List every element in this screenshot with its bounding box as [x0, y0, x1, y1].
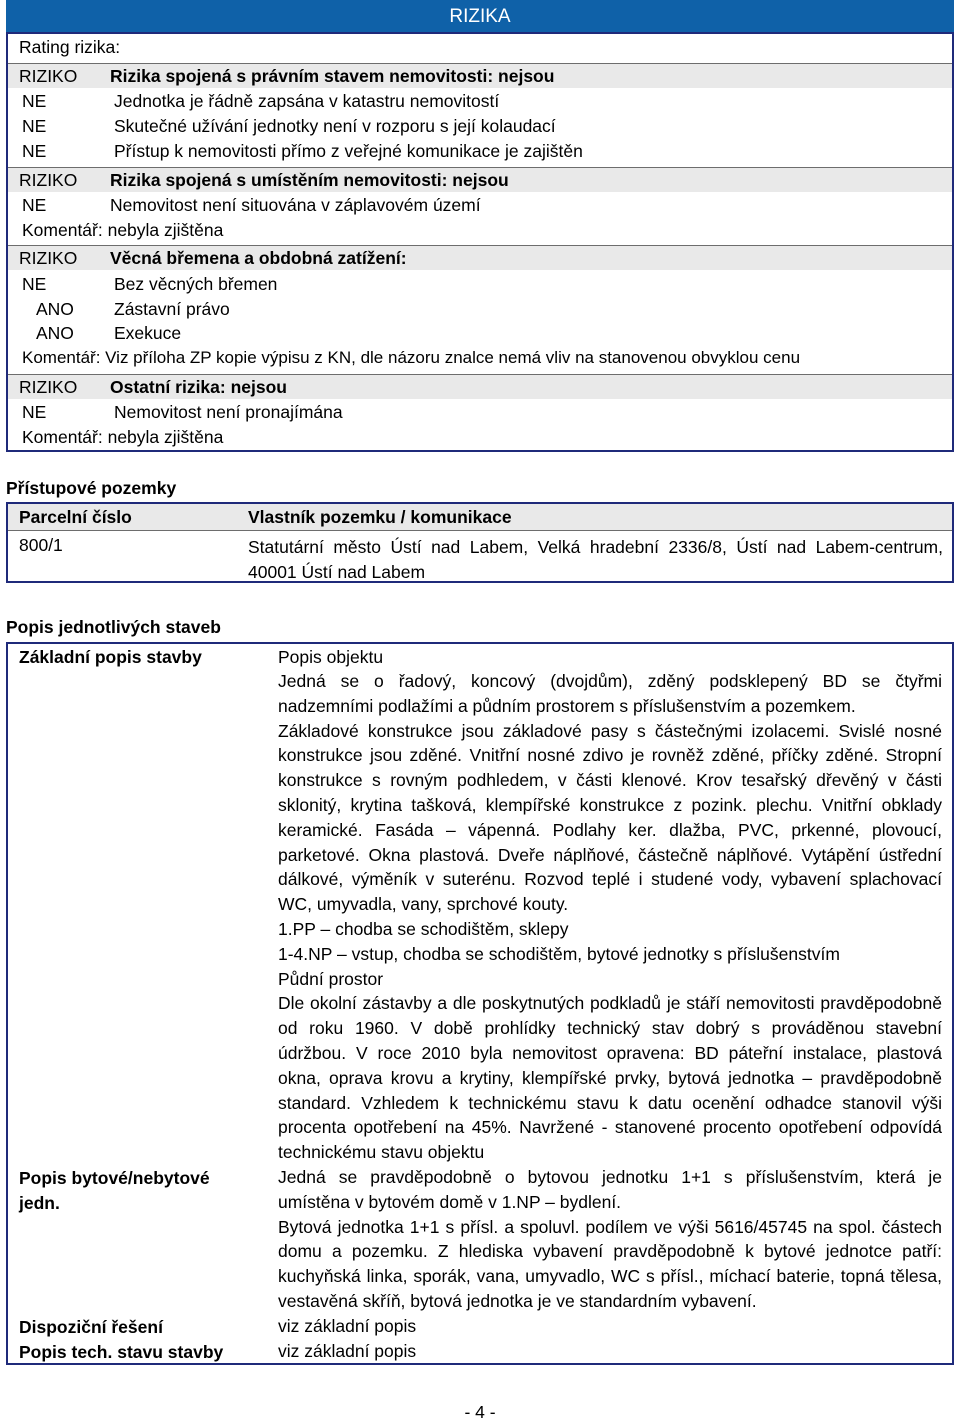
- text-line: technickému stavu objektu: [278, 1142, 485, 1163]
- text-line: údržbou. V roce 2010 byla nemovitost opravena: BD páteřní instalace, plastová: [278, 1042, 942, 1063]
- section-title: RIZIKA: [449, 6, 511, 27]
- floor-1-4np: 1-4.NP – vstup, chodba se schodištěm, bytové jednotky s příslušenstvím: [278, 943, 840, 964]
- risk-item-flag: NE: [22, 91, 47, 111]
- unit-description-label: Popis bytové/nebytové: [19, 1168, 210, 1188]
- text-line: konstrukce s rovným podhledem, v části klenové. Krov tesařský dřevěný v části: [278, 770, 942, 791]
- risk-item-flag: NE: [22, 141, 47, 161]
- access-owner: [248, 535, 943, 585]
- risk-item-text: Zástavní právo: [114, 299, 230, 319]
- risk-group-title: Věcná břemena a obdobná zatížení:: [110, 248, 407, 268]
- risk-item-text: Jednotka je řádně zapsána v katastru nemovitostí: [114, 91, 500, 111]
- risk-group-title: Rizika spojená s právním stavem nemovitosti: nejsou: [110, 66, 555, 86]
- unit-description-label-cont: jedn.: [19, 1193, 60, 1213]
- text-line: WC, umyvadla, vany, sprchové kouty.: [278, 894, 569, 915]
- risk-item-flag: NE: [22, 402, 47, 422]
- attic-line: Půdní prostor: [278, 968, 384, 989]
- risk-item-flag: NE: [22, 116, 47, 136]
- text-line: umístěna v bytovém domě v 1.NP – bydlení.: [278, 1191, 622, 1212]
- floor-1pp: 1.PP – chodba se schodištěm, sklepy: [278, 918, 569, 939]
- text-line: Bytová jednotka 1+1 s přísl. a spoluvl. podílem ve výši 5616/45745 na spol. částech: [278, 1216, 942, 1237]
- risk-item-text: Nemovitost není situována v záplavovém území: [110, 195, 481, 215]
- risk-group-title: Rizika spojená s umístěním nemovitosti: nejsou: [110, 170, 509, 190]
- text-line: Základové konstrukce jsou základové pasy s částečnými izolacemi. Svislé nosné: [278, 720, 942, 741]
- text-line: dálkové, výměník v suterénu. Rozvod teplé i studené vody, vybavení splachovací: [278, 869, 942, 890]
- divider: [8, 167, 952, 168]
- text-line: kuchyňská linka, sporák, vana, umyvadlo, WC s přísl., míchací baterie, topná tělesa,: [278, 1266, 942, 1287]
- risk-group-flag: RIZIKO: [19, 248, 78, 268]
- layout-value: viz základní popis: [278, 1315, 417, 1336]
- text-line: procenta opotřebení na 45%. Navržené - stanovené procento opotřebení odpovídá: [278, 1117, 942, 1138]
- risk-comment: Komentář: nebyla zjištěna: [22, 427, 224, 447]
- basic-description-label: Základní popis stavby: [19, 647, 202, 667]
- text-line: parketové. Okna plastová. Dveře náplňové, částečně náplňové. Vytápění ústřední: [278, 844, 942, 865]
- text-line: od roku 1960. V době prohlídky technický stav dobrý s prováděnou stavební: [278, 1018, 942, 1039]
- risk-group-flag: RIZIKO: [19, 66, 78, 86]
- risk-item-flag: NE: [22, 195, 47, 215]
- risk-comment: Komentář: Viz příloha ZP kopie výpisu z KN, dle názoru znalce nemá vliv na stanovenou obvyklou cenu: [22, 348, 801, 367]
- risk-item-flag: ANO: [36, 323, 74, 343]
- risk-group-flag: RIZIKO: [19, 377, 78, 397]
- text-line: okna, oprava krovu a krytiny, klempířské prvky, bytová jednotka – pravděpodobně: [278, 1067, 942, 1088]
- risk-item-flag: NE: [22, 274, 47, 294]
- access-owner-line: 40001 Ústí nad Labem: [248, 561, 426, 582]
- text-line: nadzemními podlažími a půdním prostorem s příslušenstvím a pozemkem.: [278, 695, 856, 716]
- risk-item-text: Skutečné užívání jednotky není v rozporu s její kolaudací: [114, 116, 556, 136]
- risk-item-text: Přístup k nemovitosti přímo z veřejné komunikace je zajištěn: [114, 141, 583, 161]
- text-line: domu a pozemku. Z hlediska vybavení pravděpodobně k bytové jednotce patří:: [278, 1241, 942, 1262]
- basic-description: [278, 669, 942, 1363]
- risk-item-text: Exekuce: [114, 323, 182, 343]
- object-description-label: Popis objektu: [278, 647, 384, 667]
- tech-state-label: Popis tech. stavu stavby: [19, 1342, 224, 1362]
- risk-item-text: Bez věcných břemen: [114, 274, 278, 294]
- page-number: - 4 -: [464, 1402, 496, 1422]
- text-line: Dle okolní zástavby a dle poskytnutých podkladů je stáří nemovitosti pravděpodobně: [278, 993, 942, 1014]
- text-line: standard. Vzhledem k technickému stavu k datu ocenění odhadce stanovil výši: [278, 1092, 942, 1113]
- divider: [8, 374, 952, 375]
- divider: [8, 530, 952, 531]
- text-line: vestavěná skříň, bytová jednotka je ve standardním vybavení.: [278, 1290, 757, 1311]
- risk-comment: Komentář: nebyla zjištěna: [22, 220, 224, 240]
- text-line: konstrukce jsou zděné. Vnitřní nosné zdivo je rovněž zděné, příčky zděné. Stropní: [278, 745, 942, 766]
- text-line: Jedná se o řadový, koncový (dvojdům), zděný podsklepený BD se čtyřmi: [278, 671, 942, 691]
- risk-item-flag: ANO: [36, 299, 74, 319]
- access-parcel: 800/1: [19, 535, 63, 555]
- text-line: Jedná se pravděpodobně o bytovou jednotku 1+1 s příslušenstvím, která je: [278, 1166, 942, 1187]
- access-col-parcel: Parcelní číslo: [19, 507, 132, 527]
- access-owner-line: Statutární město Ústí nad Labem, Velká hradební 2336/8, Ústí nad Labem-centrum,: [248, 537, 943, 557]
- divider: [8, 245, 952, 246]
- buildings-heading: Popis jednotlivých staveb: [6, 617, 221, 637]
- divider: [8, 63, 952, 64]
- layout-label: Dispoziční řešení: [19, 1317, 163, 1337]
- risk-group-flag: RIZIKO: [19, 170, 78, 190]
- rating-heading: Rating rizika:: [19, 37, 121, 57]
- tech-state-value: viz základní popis: [278, 1340, 417, 1361]
- text-line: keramické. Fasáda – vápenná. Podlahy ker. dlažba, PVC, prkenné, plovoucí,: [278, 819, 942, 840]
- risk-group-title: Ostatní rizika: nejsou: [110, 377, 287, 397]
- risk-item-text: Nemovitost není pronajímána: [114, 402, 343, 422]
- access-heading: Přístupové pozemky: [6, 478, 177, 498]
- text-line: sklonitý, krytina tašková, klempířské konstrukce z pozink. plechu. Vnitřní obklady: [278, 794, 942, 815]
- access-col-owner: Vlastník pozemku / komunikace: [248, 507, 512, 527]
